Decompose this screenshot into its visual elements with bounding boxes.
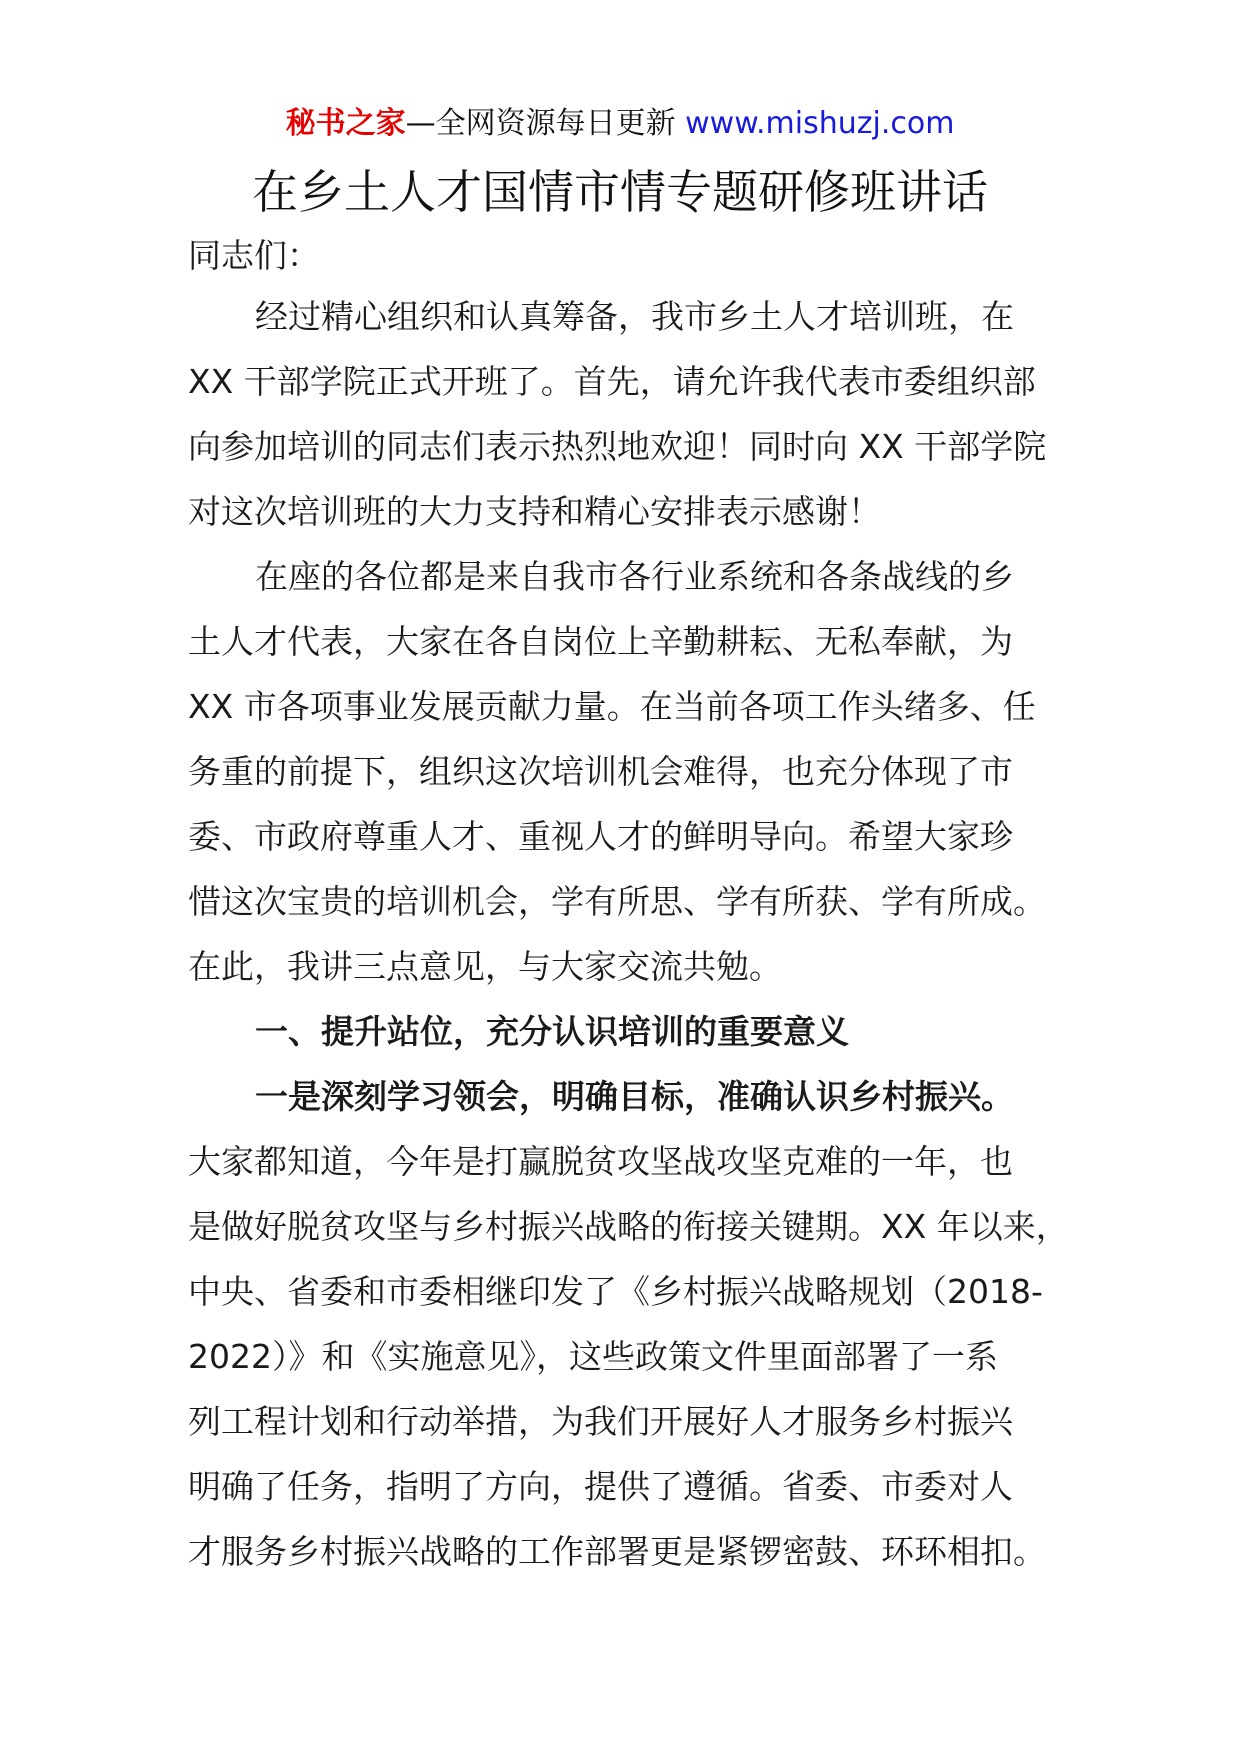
paragraph-line: 中央、省委和市委相继印发了《乡村振兴战略规划（2018- [188,1272,1043,1311]
paragraph-line: 明确了任务，指明了方向，提供了遵循。省委、市委对人 [188,1467,1013,1506]
paragraph-line: 列工程计划和行动举措，为我们开展好人才服务乡村振兴 [188,1402,1013,1441]
paragraph-line: 委、市政府尊重人才、重视人才的鲜明导向。希望大家珍 [188,817,1013,856]
paragraph-line: 务重的前提下，组织这次培训机会难得，也充分体现了市 [188,752,1013,791]
paragraph-line: 经过精心组织和认真筹备，我市乡土人才培训班，在 [255,297,1014,336]
paragraph-line: 向参加培训的同志们表示热烈地欢迎！同时向 XX 干部学院 [188,427,1047,466]
site-header [0,102,1240,146]
paragraph-line: 土人才代表，大家在各自岗位上辛勤耕耘、无私奉献，为 [188,622,1013,661]
paragraph-line: XX 市各项事业发展贡献力量。在当前各项工作头绪多、任 [188,687,1036,726]
paragraph-line: 惜这次宝贵的培训机会，学有所思、学有所获、学有所成。 [188,882,1046,921]
paragraph-line: 是做好脱贫攻坚与乡村振兴战略的衔接关键期。XX 年以来， [188,1207,1069,1246]
subsection-heading: 一是深刻学习领会，明确目标，准确认识乡村振兴。 [255,1077,1014,1116]
paragraph-line: 大家都知道，今年是打赢脱贫攻坚战攻坚克难的一年，也 [188,1142,1013,1181]
site-url-link[interactable]: www.mishuzj.com [685,106,955,141]
document-title: 在乡土人才国情市情专题研修班讲话 [252,165,988,219]
document-body [188,228,1069,1584]
paragraph-line: 对这次培训班的大力支持和精心安排表示感谢！ [188,492,881,531]
site-tagline: —全网资源每日更新 [405,106,686,141]
site-name: 秘书之家 [285,106,406,141]
section-heading: 一、提升站位，充分认识培训的重要意义 [255,1012,849,1051]
paragraph-line: 在此，我讲三点意见，与大家交流共勉。 [188,947,782,986]
paragraph-line: XX 干部学院正式开班了。首先，请允许我代表市委组织部 [188,362,1036,401]
paragraph-line: 2022）》和《实施意见》，这些政策文件里面部署了一系 [188,1337,998,1376]
paragraph-line: 在座的各位都是来自我市各行业系统和各条战线的乡 [255,557,1014,596]
salutation: 同志们： [188,236,320,275]
paragraph-line: 才服务乡村振兴战略的工作部署更是紧锣密鼓、环环相扣。 [188,1532,1046,1571]
